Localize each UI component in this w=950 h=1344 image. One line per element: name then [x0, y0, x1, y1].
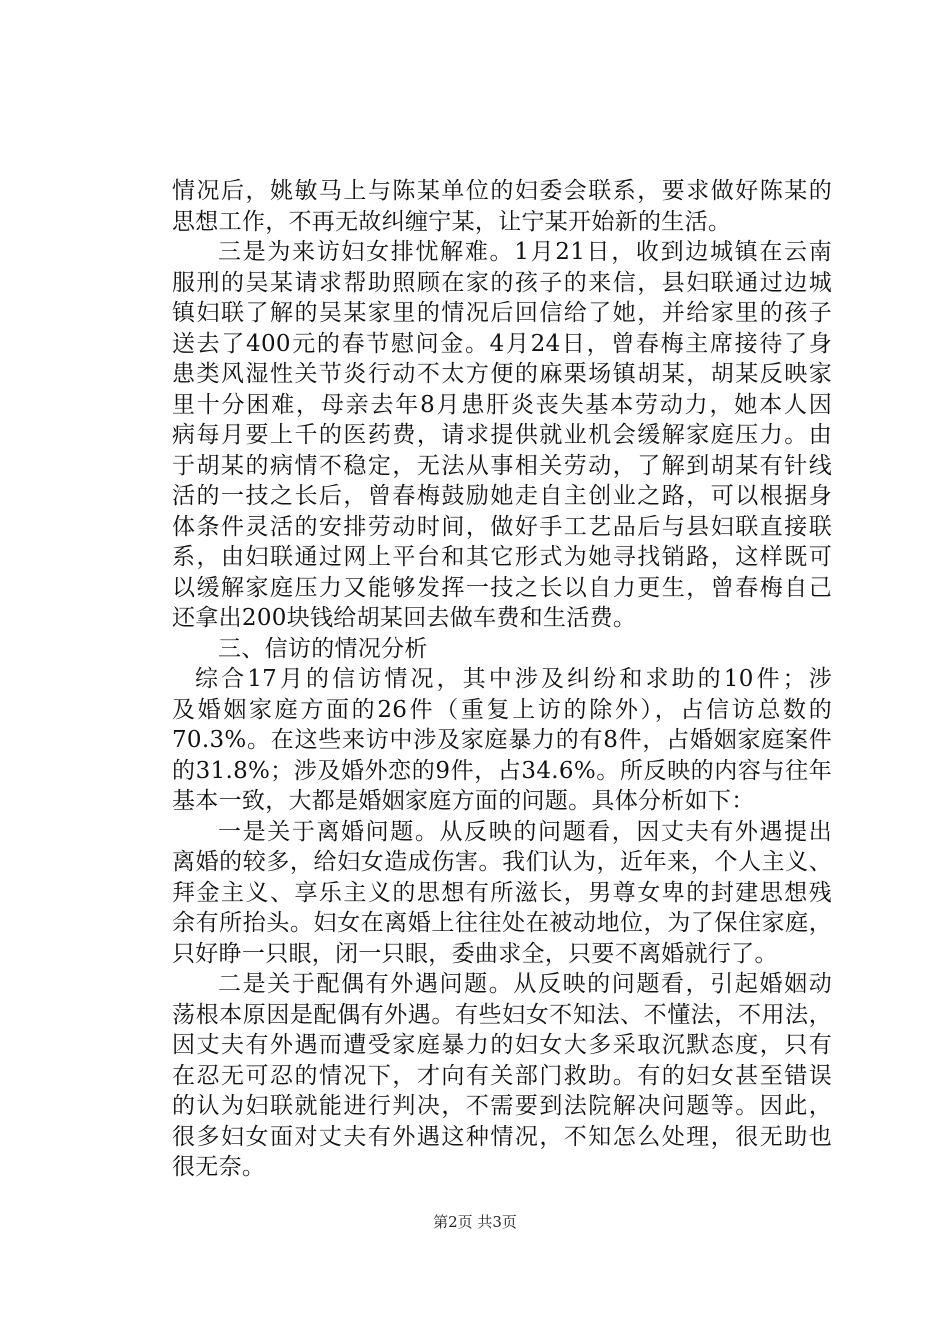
text-line: 综合17月的信访情况，其中涉及纠纷和求助的10件；涉: [195, 666, 832, 692]
text-line: 在忍无可忍的情况下，才向有关部门救助。有的妇女甚至错误: [172, 1062, 832, 1089]
text-line: 里十分困难，母亲去年8月患肝炎丧失基本劳动力，她本人因: [172, 391, 832, 418]
text-line: 系，由妇联通过网上平台和其它形式为她寻找销路，这样既可: [172, 544, 832, 570]
section-heading: 三、信访的情况分析: [218, 635, 428, 662]
text-line: 因丈夫有外遇而遭受家庭暴力的妇女大多采取沉默态度，只有: [172, 1032, 832, 1058]
text-line: 体条件灵活的安排劳动时间，做好手工艺品后与县妇联直接联: [172, 513, 832, 540]
text-line: 拜金主义、享乐主义的思想有所滋长，男尊女卑的封建思想残: [172, 879, 832, 906]
text-line: 及婚姻家庭方面的26件（重复上访的除外），占信访总数的: [172, 696, 832, 723]
text-line: 的认为妇联就能进行判决，不需要到法院解决问题等。因此，: [172, 1093, 832, 1119]
text-line: 患类风湿性关节炎行动不太方便的麻栗场镇胡某，胡某反映家: [172, 361, 832, 387]
text-line: 镇妇联了解的吴某家里的情况后回信给了她，并给家里的孩子: [172, 300, 832, 326]
text-line: 基本一致，大都是婚姻家庭方面的问题。具体分析如下：: [172, 788, 755, 814]
text-line: 余有所抬头。妇女在离婚上往往处在被动地位，为了保住家庭，: [172, 910, 832, 936]
text-line: 于胡某的病情不稳定，无法从事相关劳动，了解到胡某有针线: [172, 452, 832, 479]
text-line: 还拿出200块钱给胡某回去做车费和生活费。: [172, 605, 637, 631]
text-line: 一是关于离婚问题。从反映的问题看，因丈夫有外遇提出: [218, 818, 832, 845]
body-text: [172, 176, 832, 1183]
text-line: 离婚的较多，给妇女造成伤害。我们认为，近年来，个人主义、: [172, 849, 832, 875]
text-line: 很多妇女面对丈夫有外遇这种情况，不知怎么处理，很无助也: [172, 1123, 832, 1150]
text-line: 荡根本原因是配偶有外遇。有些妇女不知法、不懂法，不用法，: [172, 1001, 832, 1028]
text-line: 活的一技之长后，曾春梅鼓励她走自主创业之路，可以根据身: [172, 483, 832, 509]
text-line: 病每月要上千的医药费，请求提供就业机会缓解家庭压力。由: [172, 422, 832, 448]
text-line: 三是为来访妇女排忧解难。1月21日，收到边城镇在云南: [218, 239, 832, 265]
text-line: 只好睁一只眼，闭一只眼，委曲求全，只要不离婚就行了。: [172, 940, 778, 967]
text-line: 服刑的吴某请求帮助照顾在家的孩子的来信，县妇联通过边城: [172, 269, 832, 296]
text-line: 送去了400元的春节慰问金。4月24日，曾春梅主席接待了身: [172, 330, 832, 357]
text-line: 以缓解家庭压力又能够发挥一技之长以自力更生，曾春梅自己: [172, 574, 832, 601]
text-line: 情况后，姚敏马上与陈某单位的妇委会联系，要求做好陈某的: [172, 178, 832, 204]
page-number-footer: 第2页 共3页: [433, 1213, 517, 1231]
text-line: 很无奈。: [172, 1154, 266, 1180]
text-line: 的31.8%；涉及婚外恋的9件，占34.6%。所反映的内容与往年: [172, 757, 832, 784]
text-line: 70.3%。在这些来访中涉及家庭暴力的有8件，占婚姻家庭案件: [172, 727, 832, 753]
text-line: 二是关于配偶有外遇问题。从反映的问题看，引起婚姻动: [218, 971, 832, 997]
text-line: 思想工作，不再无故纠缠宁某，让宁某开始新的生活。: [172, 208, 732, 235]
